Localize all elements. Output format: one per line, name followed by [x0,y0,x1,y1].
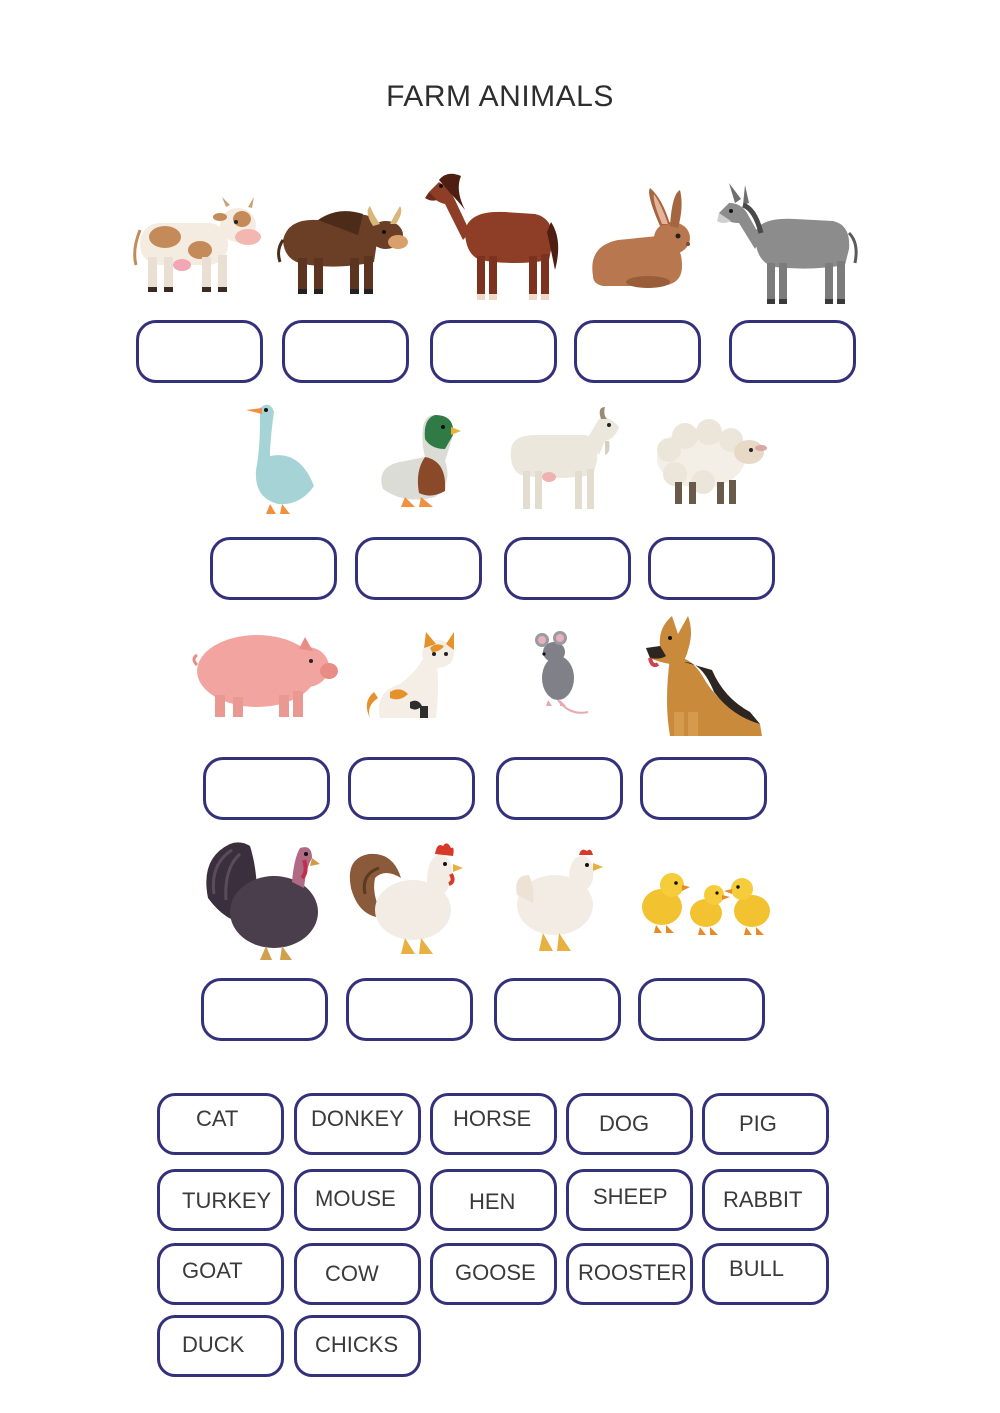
word-label: HEN [469,1189,516,1214]
word-card-duck[interactable] [157,1315,284,1377]
word-label: BULL [729,1256,785,1281]
answer-box-7[interactable] [355,537,482,600]
word-label: DOG [599,1111,650,1136]
word-label: DUCK [182,1332,245,1357]
word-card-bull[interactable] [702,1243,829,1305]
answer-box-4[interactable] [574,320,701,383]
word-card-horse[interactable] [430,1093,557,1155]
answer-box-10[interactable] [203,757,330,820]
word-label: CHICKS [315,1332,399,1357]
word-label: GOOSE [455,1260,536,1285]
answer-box-17[interactable] [638,978,765,1041]
word-card-hen[interactable] [430,1169,557,1231]
word-card-sheep[interactable] [566,1169,693,1231]
rooster-icon [345,838,465,958]
word-card-rabbit[interactable] [702,1169,829,1231]
word-card-turkey[interactable] [157,1169,284,1231]
word-label: DONKEY [311,1106,404,1131]
word-label: RABBIT [723,1187,803,1212]
cow-icon [130,195,265,297]
word-label: MOUSE [315,1186,396,1211]
chicks-icon [638,865,778,937]
dog-icon [640,612,768,740]
answer-box-12[interactable] [496,757,623,820]
word-label: HORSE [453,1106,532,1131]
sheep-icon [655,420,767,508]
answer-box-5[interactable] [729,320,856,383]
word-card-goose[interactable] [430,1243,557,1305]
horse-icon [425,170,560,305]
page-title: FARM ANIMALS [386,80,614,113]
word-card-pig[interactable] [702,1093,829,1155]
turkey-icon [200,838,325,963]
word-card-donkey[interactable] [294,1093,421,1155]
answer-box-8[interactable] [504,537,631,600]
pig-icon [195,625,340,720]
goat-icon [505,405,625,515]
word-card-mouse[interactable] [294,1169,421,1231]
word-card-rooster[interactable] [566,1243,693,1305]
word-label: PIG [739,1111,777,1136]
word-label: GOAT [182,1258,243,1283]
bull-icon [278,200,413,297]
word-label: ROOSTER [578,1260,687,1285]
word-label: SHEEP [593,1184,668,1209]
answer-box-15[interactable] [346,978,473,1041]
answer-box-14[interactable] [201,978,328,1041]
word-card-goat[interactable] [157,1243,284,1305]
answer-box-11[interactable] [348,757,475,820]
answer-box-9[interactable] [648,537,775,600]
answer-box-1[interactable] [136,320,263,383]
goose-icon [240,400,320,518]
hen-icon [513,845,603,955]
word-label: COW [325,1261,379,1286]
donkey-icon [715,183,860,305]
word-card-cow[interactable] [294,1243,421,1305]
word-card-dog[interactable] [566,1093,693,1155]
rabbit-icon [588,186,698,291]
answer-box-6[interactable] [210,537,337,600]
answer-box-13[interactable] [640,757,767,820]
word-card-chicks[interactable] [294,1315,421,1377]
answer-box-16[interactable] [494,978,621,1041]
word-label: CAT [196,1106,239,1131]
duck-icon [375,405,460,510]
mouse-icon [530,632,590,722]
cat-icon [360,632,462,722]
answer-box-2[interactable] [282,320,409,383]
word-card-cat[interactable] [157,1093,284,1155]
word-label: TURKEY [182,1188,272,1213]
answer-box-3[interactable] [430,320,557,383]
